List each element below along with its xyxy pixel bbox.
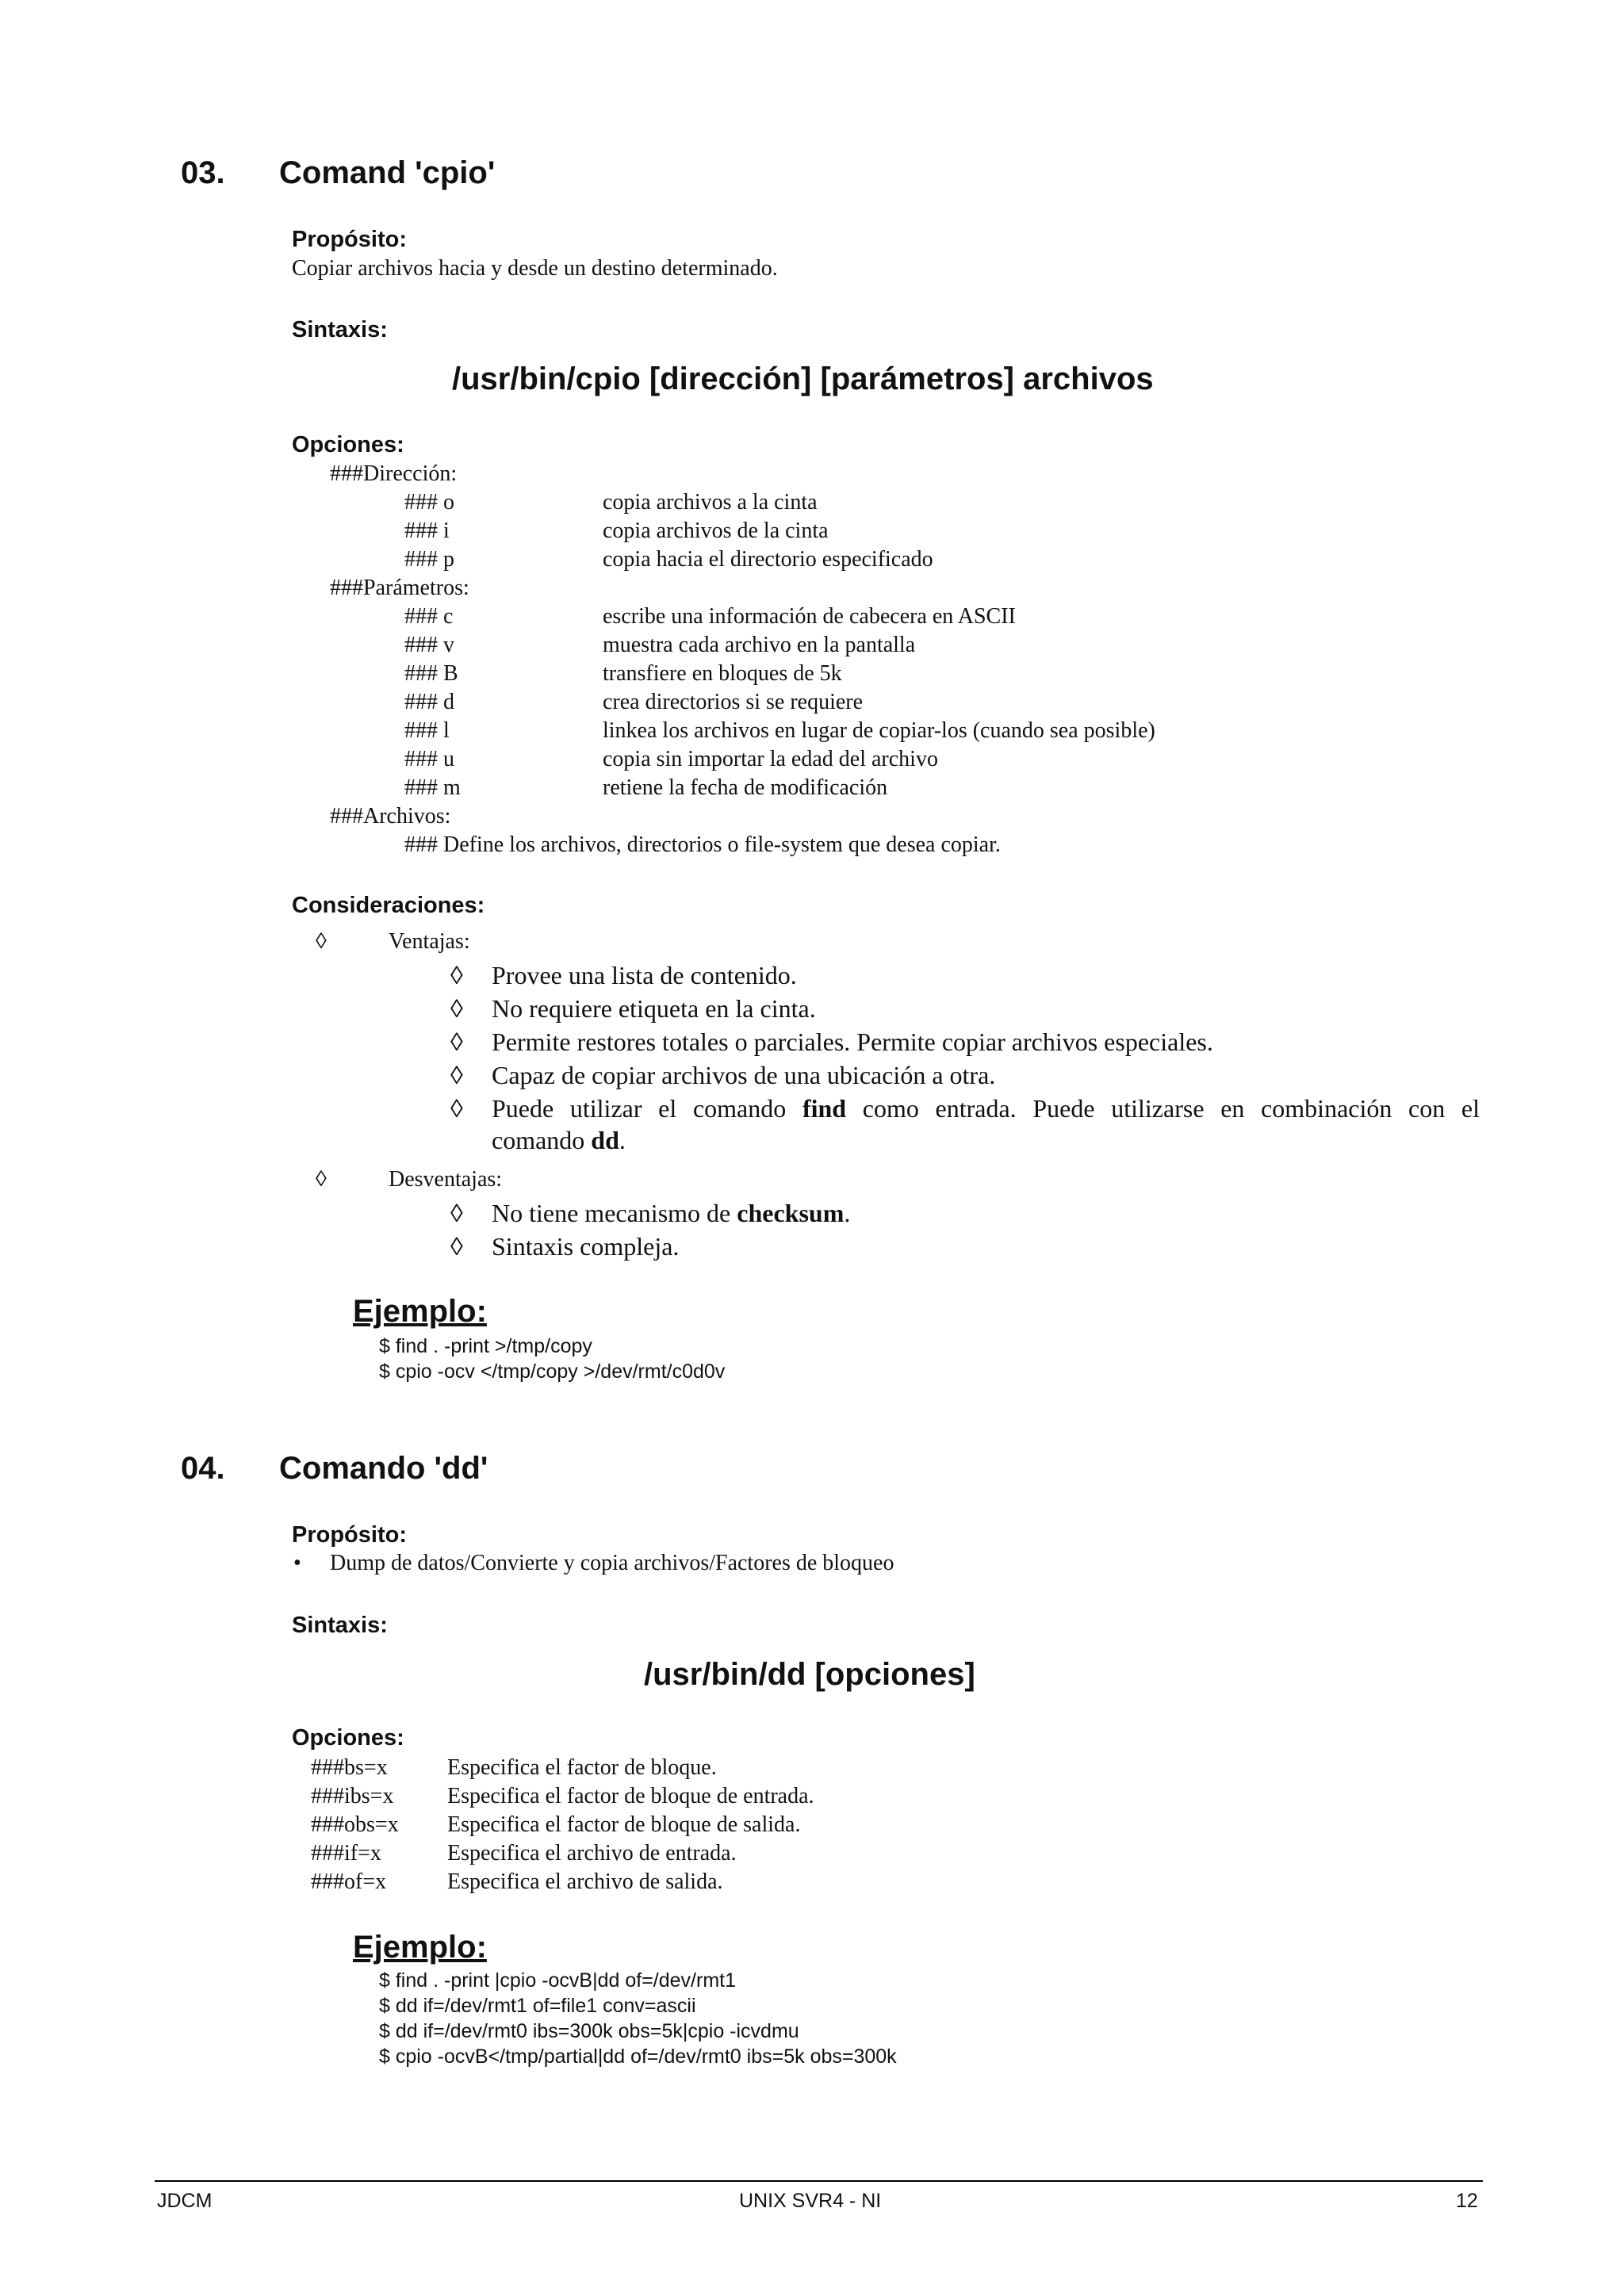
- desventaja-item: Sintaxis compleja.: [492, 1232, 680, 1261]
- option-key: ### m: [404, 775, 461, 800]
- footer-rule: [155, 2180, 1483, 2182]
- option-desc: Especifica el factor de bloque.: [447, 1755, 717, 1780]
- syntax-line: /usr/bin/dd [opciones]: [644, 1657, 975, 1692]
- proposito-text: Dump de datos/Convierte y copia archivos/Factores de bloqueo: [330, 1551, 894, 1575]
- example-line: $ find . -print >/tmp/copy: [379, 1335, 592, 1357]
- command-dd: dd: [591, 1126, 619, 1154]
- ventaja-item-continued: comando dd.: [492, 1126, 626, 1154]
- syntax-line: /usr/bin/cpio [dirección] [parámetros] archivos: [452, 362, 1154, 396]
- option-desc: muestra cada archivo en la pantalla: [603, 633, 916, 657]
- proposito-label: Propósito:: [292, 1522, 407, 1548]
- parametros-label: ###Parámetros:: [330, 576, 469, 600]
- sintaxis-label: Sintaxis:: [292, 317, 388, 342]
- option-desc: escribe una información de cabecera en ASCII: [603, 604, 1016, 629]
- desventaja-item: No tiene mecanismo de checksum.: [492, 1199, 851, 1227]
- diamond-bullet: ◊: [450, 994, 463, 1023]
- section-number: 04.: [181, 1451, 225, 1486]
- option-key: ###ibs=x: [311, 1784, 394, 1808]
- option-key: ### l: [404, 718, 450, 743]
- option-key: ###of=x: [311, 1869, 387, 1894]
- option-key: ###obs=x: [311, 1812, 399, 1837]
- option-desc: copia sin importar la edad del archivo: [603, 747, 938, 771]
- checksum-term: checksum: [737, 1199, 845, 1227]
- option-desc: transfiere en bloques de 5k: [603, 661, 842, 686]
- option-desc: retiene la fecha de modificación: [603, 775, 888, 800]
- ventaja-item: Puede utilizar el comando find como entrada. Puede utilizarse en combinación con el: [492, 1094, 1480, 1123]
- example-line: $ cpio -ocvB</tmp/partial|dd of=/dev/rmt0 ibs=5k obs=300k: [379, 2045, 897, 2068]
- option-key: ### d: [404, 690, 454, 714]
- option-key: ###bs=x: [311, 1755, 388, 1780]
- ejemplo-heading: Ejemplo:: [353, 1294, 487, 1329]
- option-desc: copia hacia el directorio especificado: [603, 547, 933, 572]
- option-desc: Especifica el archivo de entrada.: [447, 1841, 737, 1866]
- option-key: ### v: [404, 633, 454, 657]
- section-title: Comand 'cpio': [279, 155, 496, 190]
- ejemplo-heading: Ejemplo:: [353, 1930, 487, 1965]
- option-desc: Especifica el factor de bloque de entrada.: [447, 1784, 814, 1808]
- diamond-bullet: ◊: [450, 1061, 463, 1089]
- opciones-label: Opciones:: [292, 1725, 404, 1751]
- section-title: Comando 'dd': [279, 1451, 488, 1486]
- option-key: ### u: [404, 747, 454, 771]
- option-desc: Especifica el factor de bloque de salida.: [447, 1812, 801, 1837]
- ventajas-label: Ventajas:: [389, 929, 470, 954]
- section-number: 03.: [181, 155, 225, 190]
- ventaja-item: Capaz de copiar archivos de una ubicación a otra.: [492, 1061, 996, 1089]
- option-desc: crea directorios si se requiere: [603, 690, 864, 714]
- ventaja-item: Provee una lista de contenido.: [492, 961, 797, 989]
- footer-author: JDCM: [157, 2190, 213, 2212]
- diamond-bullet: ◊: [450, 1232, 463, 1261]
- diamond-bullet: ◊: [450, 1199, 463, 1227]
- archivos-text: ### Define los archivos, directorios o file-system que desea copiar.: [404, 832, 1001, 857]
- diamond-bullet: ◊: [316, 929, 327, 954]
- example-line: $ dd if=/dev/rmt0 ibs=300k obs=5k|cpio -icvdmu: [379, 2020, 799, 2042]
- example-line: $ find . -print |cpio -ocvB|dd of=/dev/rmt1: [379, 1969, 736, 1992]
- option-desc: copia archivos de la cinta: [603, 519, 829, 543]
- option-desc: linkea los archivos en lugar de copiar-los (cuando sea posible): [603, 718, 1155, 743]
- proposito-label: Propósito:: [292, 227, 407, 252]
- consideraciones-label: Consideraciones:: [292, 893, 485, 918]
- option-key: ###if=x: [311, 1841, 381, 1866]
- sintaxis-label: Sintaxis:: [292, 1613, 388, 1638]
- diamond-bullet: ◊: [450, 1027, 463, 1056]
- option-key: ### i: [404, 519, 450, 543]
- archivos-label: ###Archivos:: [330, 804, 451, 828]
- bullet-dot: •: [293, 1551, 301, 1575]
- option-key: ### p: [404, 547, 454, 572]
- example-line: $ dd if=/dev/rmt1 of=file1 conv=ascii: [379, 1995, 696, 2017]
- ventaja-item: No requiere etiqueta en la cinta.: [492, 994, 816, 1023]
- desventajas-label: Desventajas:: [389, 1167, 503, 1192]
- option-key: ### o: [404, 490, 454, 515]
- page-number: 12: [1456, 2190, 1478, 2212]
- diamond-bullet: ◊: [316, 1167, 327, 1192]
- option-key: ### c: [404, 604, 454, 629]
- option-desc: Especifica el archivo de salida.: [447, 1869, 723, 1894]
- direccion-label: ###Dirección:: [330, 461, 458, 486]
- command-find: find: [802, 1094, 847, 1123]
- option-desc: copia archivos a la cinta: [603, 490, 818, 515]
- diamond-bullet: ◊: [450, 1094, 463, 1123]
- example-line: $ cpio -ocv </tmp/copy >/dev/rmt/c0d0v: [379, 1360, 726, 1383]
- footer-title: UNIX SVR4 - NI: [739, 2190, 882, 2212]
- diamond-bullet: ◊: [450, 961, 463, 989]
- option-key: ### B: [404, 661, 458, 686]
- ventaja-item: Permite restores totales o parciales. Permite copiar archivos especiales.: [492, 1027, 1213, 1056]
- opciones-label: Opciones:: [292, 432, 404, 457]
- proposito-text: Copiar archivos hacia y desde un destino determinado.: [292, 256, 778, 281]
